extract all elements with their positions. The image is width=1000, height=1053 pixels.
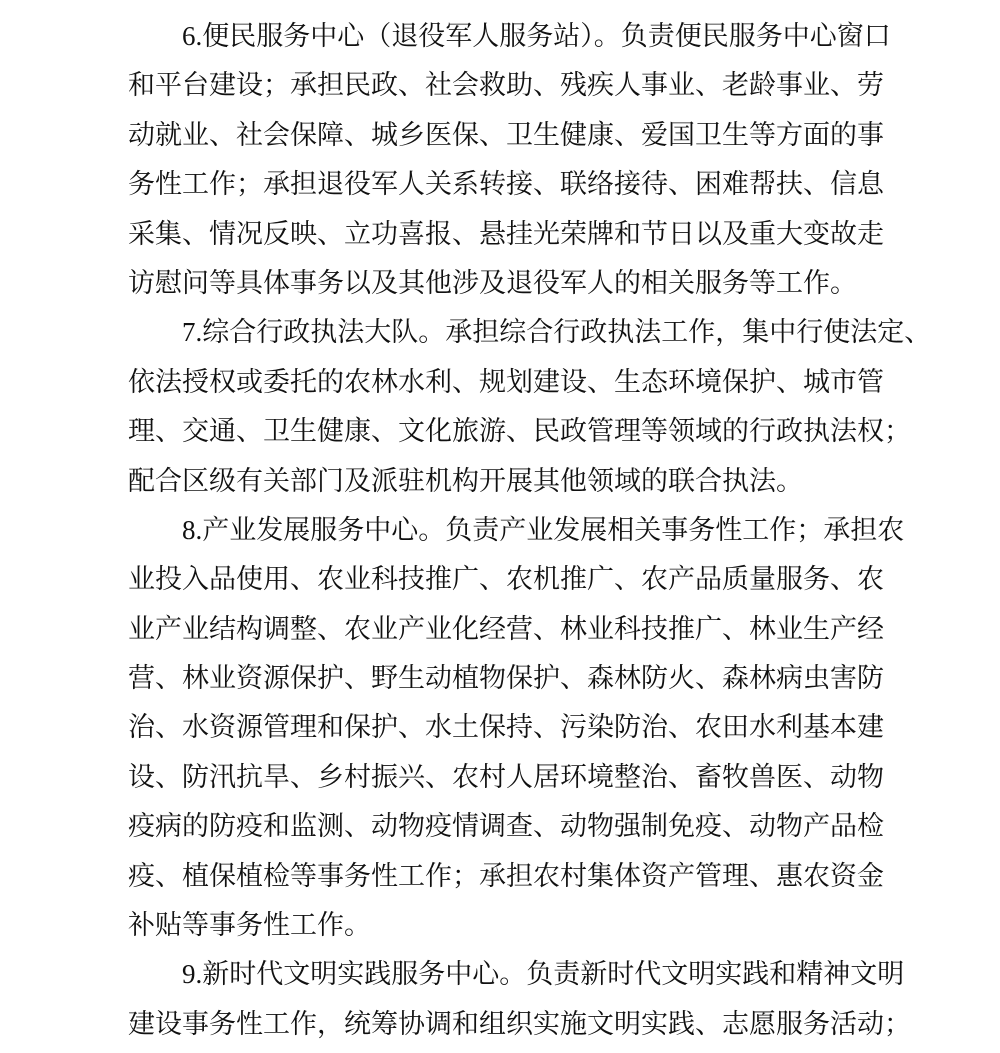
paragraph-item-7 [128,308,932,506]
text-line: 建设事务性工作，统筹协调和组织实施文明实践、志愿服务活动； [128,1008,911,1039]
text-line: 7.综合行政执法大队。承担综合行政执法工作，集中行使法定、 [182,317,932,348]
paragraph-item-9 [128,950,911,1049]
text-line: 动就业、社会保障、城乡医保、卫生健康、爱国卫生等方面的事 [128,119,884,150]
document-body [128,12,932,1049]
text-line: 访慰问等具体事务以及其他涉及退役军人的相关服务等工作。 [128,267,857,298]
paragraph-item-6 [128,12,891,308]
text-line: 9.新时代文明实践服务中心。负责新时代文明实践和精神文明 [182,959,905,990]
text-line: 配合区级有关部门及派驻机构开展其他领域的联合执法。 [128,465,803,496]
text-line: 采集、情况反映、立功喜报、悬挂光荣牌和节日以及重大变故走 [128,218,884,249]
text-line: 8.产业发展服务中心。负责产业发展相关事务性工作；承担农 [182,514,905,545]
text-line: 补贴等事务性工作。 [128,910,371,941]
text-line: 治、水资源管理和保护、水土保持、污染防治、农田水利基本建 [128,712,884,743]
text-line: 设、防汛抗旱、乡村振兴、农村人居环境整治、畜牧兽医、动物 [128,761,884,792]
paragraph-item-8 [128,506,905,951]
text-line: 疫病的防疫和监测、动物疫情调查、动物强制免疫、动物产品检 [128,811,884,842]
text-line: 业产业结构调整、农业产业化经营、林业科技推广、林业生产经 [128,613,884,644]
text-line: 依法授权或委托的农林水利、规划建设、生态环境保护、城市管 [128,366,884,397]
text-line: 营、林业资源保护、野生动植物保护、森林防火、森林病虫害防 [128,663,884,694]
text-line: 和平台建设；承担民政、社会救助、残疾人事业、老龄事业、劳 [128,70,884,101]
text-line: 6.便民服务中心（退役军人服务站）。负责便民服务中心窗口 [182,21,891,51]
text-line: 业投入品使用、农业科技推广、农机推广、农产品质量服务、农 [128,564,884,595]
text-line: 疫、植保植检等事务性工作；承担农村集体资产管理、惠农资金 [128,860,884,891]
text-line: 务性工作；承担退役军人关系转接、联络接待、困难帮扶、信息 [128,169,884,200]
text-line: 理、交通、卫生健康、文化旅游、民政管理等领域的行政执法权； [128,416,911,447]
